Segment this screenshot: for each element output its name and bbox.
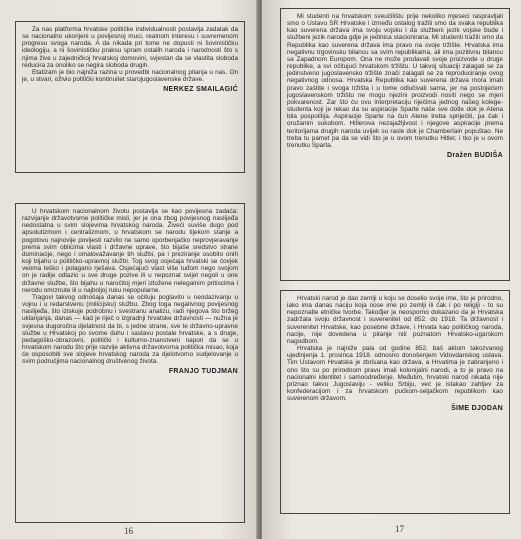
quote-box-djodan [280, 290, 510, 514]
quote-paragraph: Hrvatski narod je dao zemlji u koju se doselio svoje ime, što je prirodno, iako ima danas naciju koja nose ime po zemlji ili čak i po religiji - to su nepoznatle etničke tvorbe. Takođjer je neosporno dokazano da je Hrvatska zadržala svoju državnost i suverenitet od 852. do 1918. Ta državnost i suverenitet Hrvatske, kao posebne države, i Hrvata kao političkog naroda, nacije, nije dovedena u pitanje niti poznatom Hrvatsko-ugarskom nagodbom. [287, 295, 503, 345]
quote-paragraph: Hrvatska je najniže pala od godine 852. baš aktom takozvanog ujedinjenja 1. prosinca 1918. odnosno donošenjem Vidovdanskog ustava. Tim Ustavom Hrvatska je zbrisana kao država, a Hrvatima je zabranjeno i ono što su po prirodnom pravu imali kolonijalni narodi, a to je pravo na nacionalni identitet i samoodređenje. Međutim, hrvatski narod nikada nije priznao takvu Jugoslaviju - veliku Srbiju, već je istakao zahtjev za konfederacijom i za hrvatskom pučkom-seljačkom republikom kao suverenom državom. [287, 345, 503, 403]
quote-paragraph: Za nas platforma hrvatske političke individualnosti postavlja zadatak da se nacionalno ukorijeni u povijesnoj muci, realnom interesu i suvremenom progresu svoga naroda. A da nikada pri tome ne dopusti ni šovinističku ideologiju, a ni šovinističku praksu spram ostalih naroda i narodnosti što s njima žive u zajedničkoj hrvatskoj domovini, svjestan da se vlastita sloboda reducira za onoliko se negira sloboda drugih. [22, 26, 238, 69]
author-signature: FRANJO TUDJMAN [168, 368, 238, 376]
author-signature: Dražen BUDIŠA [446, 151, 503, 159]
quote-paragraph: U hrvatskom nacionalnom životu postavlja se kao povijesna zadaća: razvijanje državotvorne političke misli, jer je ona zbog povijesnog naslijeđa nedostatna u svim slojevima hrvatskog naroda. Živeći suviše dugo pod apsolutizmom i centralizmom, u hrvatskom se narodu tijekom starije a pogotovu najnovije povijesti razvilo ne samo oporbenjačko neprovjeravanje prema svim oblicima vlasti i državne uprave, što bijaše sredstvo strane dominacije, nego i omalovažavanje tih službi, pa i preziranje osobito onih koji bijahu u političko-upravnoj službi. Tog svog osjećaja hrvatski se čovjek veoma teško i polagano rješava. Osjećajući vlast više tuđom nego svojom on je radije odlazio u sve druge pozive ili u nepoznat svijet negoli u one državne službe, što bijahu u naročitoj mjeri izložene nelegalnim pritiscima i nerodu omrznute ili u najboljoj ruku nepopularne. [22, 208, 238, 294]
quote-paragraph: Etatizam je bio najniža razina u provedbi nacionalnog pitanja u nas. On je, u stvari, oživio politički kontinuitet starojugoslavenske države. [22, 68, 238, 84]
right-page [262, 0, 521, 539]
quote-paragraph: Tragovi takvog odnošaja danas se očituju poglavito u neodazivanju u vojnu i u redarstvenu (milicijsku) službu. Zbog toga negativnog povijesnog naslijeđa, što iziskuje podrobnu i svestranu analizu, radi njegova što bržeg uklanjanja, danas — kad je riječ o izgradnji hrvatske državnosti — nužna je svjesna dugoročna djelatnost da bi, s jedne strane, sve te državno-upravne službe u Hrvatskoj po svome duhu i sastavu postale hrvatske, a s druge, pedagoško-obrazovni, politički i kulturno-znanstveni napori da se u hrvatskom narodu što prije razvije aktivna državotvorna politička misao, koja će osposobiti sve slojeve hrvatskog naroda za djelotvorno sudjelovanje u svim područjima nacionalnog društvenog života. [22, 293, 238, 366]
quote-box-tudjman [15, 203, 245, 523]
quote-box-budisa [280, 8, 510, 281]
quote-paragraph: Mi studenti na hrvatskom sveučilištu prije nekoliko mjeseci raspravljali smo o Ustavu SR Hrvatske i između ostalog tražili smo da svaka republika kao suverena država ima svoju vojsku i da službeni jezik vojske bude i službeni jezik naroda gdje je jedinica stacionirana. Mi studenti tražili smo da Republika kao suverena država ima pravo na svoje tržište. Hrvatska ima negativnu trgovinsku bilancu sa svim republikama, ali ima pozitivnu bilancu sa Zapadnom Europom. Ona ne može prodavati svoje proizvode u druge republike, a svi očitujući hrvatskom tržištu. U takvoj situaciji zalagati se za jedinstveno jugoslavensko tržište znači zalagati se za reproduciranje ovog negativnog odnosa. Hrvatska Republika kao suverena država mora imati pravo zaštite i svoga tržišta i u tome odlučivati sama, jer na postojećem jugoslavenskom tržištu ne mogu njezini proizvodi nositi nego se mjeri pokvarenost. Zar što ću ovu interpretaciju riječima jednog našeg kolege-studenta koji je rekao da su aspiracije Sparte naše sve dotle dok je Atena bila pospolitija. Aspiracije Sparte na čun Atene treba spriječiti, pa čak i oružanim sukobom. Hitlerova nezajažljivost i njegove aspiracije prema teritorijama drugih naroda uvijek su rasle dok je Chamberlain popuštao. Ne treba tu pamet pa da se vidi što je u ovom trenutku Hitler, i tko je u ovom trenutku Sparta. [287, 13, 503, 149]
quote-box-smailagic [15, 21, 245, 173]
left-page [0, 0, 258, 539]
page-number: 16 [124, 526, 133, 536]
author-signature: ŠIME DJODAN [451, 405, 503, 413]
author-signature: NERKEZ SMAILAGIĆ [163, 86, 238, 94]
page-number: 17 [395, 524, 404, 534]
